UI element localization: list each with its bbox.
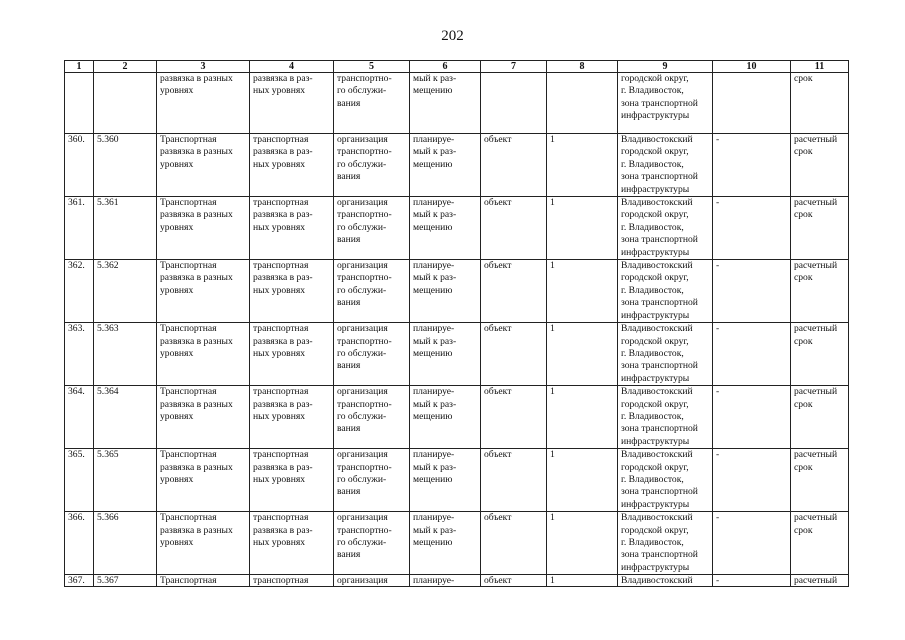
row-number-cell: 364. (65, 386, 94, 449)
zone-cell: - (713, 386, 791, 449)
term-cell: расчетный срок (791, 323, 849, 386)
status-cell: планируе- мый к раз- мещению (410, 260, 481, 323)
status-cell: мый к раз- мещению (410, 73, 481, 134)
unit-cell: объект (481, 512, 547, 575)
type-cell: транспортная развязка в раз- ных уровнях (250, 260, 334, 323)
table-row (65, 386, 849, 449)
row-number-cell: 363. (65, 323, 94, 386)
table-row (65, 449, 849, 512)
status-cell: планируе- мый к раз- мещению (410, 323, 481, 386)
column-header: 11 (791, 61, 849, 73)
quantity-cell (547, 73, 618, 134)
column-header: 6 (410, 61, 481, 73)
purpose-cell: организация транспортно- го обслужи- вания (334, 323, 410, 386)
status-cell: планируе- мый к раз- мещению (410, 512, 481, 575)
zone-cell: - (713, 134, 791, 197)
table-row (65, 575, 849, 587)
code-cell: 5.363 (94, 323, 157, 386)
column-header: 2 (94, 61, 157, 73)
zone-cell: - (713, 512, 791, 575)
name-cell: Транспортная (157, 575, 250, 587)
quantity-cell: 1 (547, 575, 618, 587)
unit-cell: объект (481, 134, 547, 197)
table-row (65, 260, 849, 323)
location-cell: Владивостокский городской округ, г. Владивосток, зона транспортной инфраструктуры (618, 134, 713, 197)
zone-cell: - (713, 575, 791, 587)
type-cell: транспортная развязка в раз- ных уровнях (250, 197, 334, 260)
status-cell: планируе- (410, 575, 481, 587)
type-cell: развязка в раз- ных уровнях (250, 73, 334, 134)
unit-cell (481, 73, 547, 134)
page-number: 202 (441, 28, 464, 44)
unit-cell: объект (481, 260, 547, 323)
status-cell: планируе- мый к раз- мещению (410, 134, 481, 197)
table-row (65, 197, 849, 260)
table-row (65, 134, 849, 197)
zone-cell: - (713, 260, 791, 323)
zone-cell: - (713, 449, 791, 512)
row-number-cell: 360. (65, 134, 94, 197)
location-cell: Владивостокский городской округ, г. Владивосток, зона транспортной инфраструктуры (618, 512, 713, 575)
name-cell: развязка в разных уровнях (157, 73, 250, 134)
zone-cell: - (713, 323, 791, 386)
row-number-cell: 362. (65, 260, 94, 323)
purpose-cell: транспортно- го обслужи- вания (334, 73, 410, 134)
name-cell: Транспортная развязка в разных уровнях (157, 323, 250, 386)
unit-cell: объект (481, 449, 547, 512)
term-cell: расчетный срок (791, 260, 849, 323)
column-header: 7 (481, 61, 547, 73)
type-cell: транспортная (250, 575, 334, 587)
row-number-cell: 361. (65, 197, 94, 260)
purpose-cell: организация транспортно- го обслужи- вания (334, 197, 410, 260)
term-cell: расчетный (791, 575, 849, 587)
location-cell: Владивостокский (618, 575, 713, 587)
register-table (64, 60, 849, 587)
quantity-cell: 1 (547, 323, 618, 386)
row-number-cell (65, 73, 94, 134)
column-header: 1 (65, 61, 94, 73)
type-cell: транспортная развязка в раз- ных уровнях (250, 134, 334, 197)
term-cell: расчетный срок (791, 449, 849, 512)
location-cell: городской округ, г. Владивосток, зона транспортной инфраструктуры (618, 73, 713, 134)
code-cell: 5.367 (94, 575, 157, 587)
column-header: 10 (713, 61, 791, 73)
code-cell: 5.360 (94, 134, 157, 197)
purpose-cell: организация (334, 575, 410, 587)
table-row (65, 73, 849, 134)
term-cell: расчетный срок (791, 134, 849, 197)
table-body (65, 73, 849, 587)
type-cell: транспортная развязка в раз- ных уровнях (250, 512, 334, 575)
location-cell: Владивостокский городской округ, г. Владивосток, зона транспортной инфраструктуры (618, 260, 713, 323)
table-row (65, 512, 849, 575)
term-cell: расчетный срок (791, 386, 849, 449)
unit-cell: объект (481, 386, 547, 449)
quantity-cell: 1 (547, 260, 618, 323)
status-cell: планируе- мый к раз- мещению (410, 386, 481, 449)
name-cell: Транспортная развязка в разных уровнях (157, 260, 250, 323)
column-header: 8 (547, 61, 618, 73)
purpose-cell: организация транспортно- го обслужи- вания (334, 260, 410, 323)
code-cell: 5.365 (94, 449, 157, 512)
row-number-cell: 367. (65, 575, 94, 587)
type-cell: транспортная развязка в раз- ных уровнях (250, 386, 334, 449)
code-cell: 5.364 (94, 386, 157, 449)
location-cell: Владивостокский городской округ, г. Владивосток, зона транспортной инфраструктуры (618, 449, 713, 512)
term-cell: расчетный срок (791, 512, 849, 575)
code-cell: 5.362 (94, 260, 157, 323)
status-cell: планируе- мый к раз- мещению (410, 197, 481, 260)
term-cell: срок (791, 73, 849, 134)
code-cell (94, 73, 157, 134)
column-header: 3 (157, 61, 250, 73)
name-cell: Транспортная развязка в разных уровнях (157, 134, 250, 197)
type-cell: транспортная развязка в раз- ных уровнях (250, 323, 334, 386)
location-cell: Владивостокский городской округ, г. Владивосток, зона транспортной инфраструктуры (618, 386, 713, 449)
row-number-cell: 365. (65, 449, 94, 512)
name-cell: Транспортная развязка в разных уровнях (157, 512, 250, 575)
zone-cell: - (713, 197, 791, 260)
quantity-cell: 1 (547, 449, 618, 512)
table-row (65, 323, 849, 386)
code-cell: 5.366 (94, 512, 157, 575)
term-cell: расчетный срок (791, 197, 849, 260)
purpose-cell: организация транспортно- го обслужи- вания (334, 449, 410, 512)
unit-cell: объект (481, 197, 547, 260)
name-cell: Транспортная развязка в разных уровнях (157, 386, 250, 449)
zone-cell (713, 73, 791, 134)
purpose-cell: организация транспортно- го обслужи- вания (334, 512, 410, 575)
code-cell: 5.361 (94, 197, 157, 260)
quantity-cell: 1 (547, 512, 618, 575)
location-cell: Владивостокский городской округ, г. Владивосток, зона транспортной инфраструктуры (618, 197, 713, 260)
purpose-cell: организация транспортно- го обслужи- вания (334, 386, 410, 449)
column-header: 9 (618, 61, 713, 73)
status-cell: планируе- мый к раз- мещению (410, 449, 481, 512)
name-cell: Транспортная развязка в разных уровнях (157, 449, 250, 512)
name-cell: Транспортная развязка в разных уровнях (157, 197, 250, 260)
header-row (65, 61, 849, 73)
column-header: 5 (334, 61, 410, 73)
quantity-cell: 1 (547, 197, 618, 260)
purpose-cell: организация транспортно- го обслужи- вания (334, 134, 410, 197)
unit-cell: объект (481, 575, 547, 587)
quantity-cell: 1 (547, 386, 618, 449)
row-number-cell: 366. (65, 512, 94, 575)
type-cell: транспортная развязка в раз- ных уровнях (250, 449, 334, 512)
location-cell: Владивостокский городской округ, г. Владивосток, зона транспортной инфраструктуры (618, 323, 713, 386)
unit-cell: объект (481, 323, 547, 386)
quantity-cell: 1 (547, 134, 618, 197)
column-header: 4 (250, 61, 334, 73)
